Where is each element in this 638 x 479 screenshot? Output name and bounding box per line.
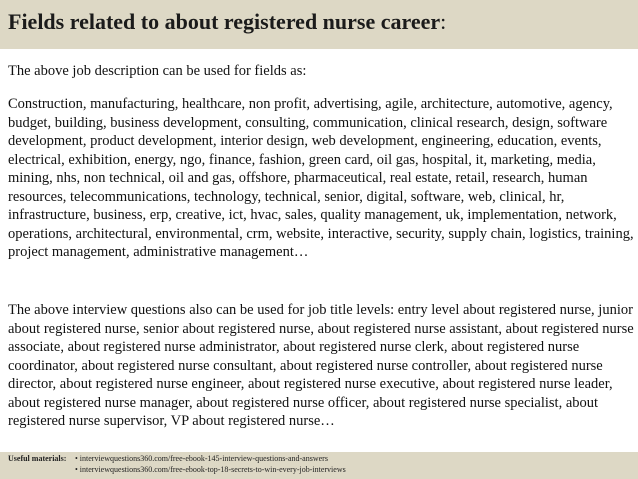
fields-paragraph: Construction, manufacturing, healthcare, non profit, advertising, agile, architecture, automotive, agency, budget, building, business development, consulting, communication, clinical research, design, software development, product development, interior design, web development, engineering, education, events, electrical, exhibition, energy, ngo, finance, fashion, green card, oil gas, hospital, it, marketing, media, mining, nhs, non technical, oil and gas, offshore, pharmaceutical, real estate, retail, research, human resources, telecommunications, technology, technical, senior, digital, software, web, clinical, hr, infrastructure, business, erp, creative, ict, hvac, sales, quality management, uk, implementation, network, operations, architectural, environmental, crm, website, interactive, security, supply chain, logistics, training, project management, administrative management… [8, 96, 634, 260]
footer-link-ebook-145[interactable]: • interviewquestions360.com/free-ebook-145-interview-questions-and-answers [75, 454, 328, 463]
footer-label: Useful materials: [8, 454, 67, 463]
page-title-text: Fields related to about registered nurse career [8, 9, 441, 34]
title-bar [0, 0, 638, 49]
page-title [8, 9, 446, 35]
page-title-colon: : [440, 9, 447, 34]
intro-text: The above job description can be used for fields as: [8, 63, 307, 79]
job-levels-paragraph: The above interview questions also can be used for job title levels: entry level about registered nurse, junior about registered nurse, senior about registered nurse, about registered nurse assistant, about registered nurse associate, about registered nurse administrator, about registered nurse clerk, about registered nurse coordinator, about registered nurse consultant, about registered nurse controller, about registered nurse director, about registered nurse engineer, about registered nurse executive, about registered nurse leader, about registered nurse manager, about registered nurse officer, about registered nurse specialist, about registered nurse supervisor, VP about registered nurse… [8, 302, 634, 429]
footer-bar [0, 452, 638, 479]
footer-link-ebook-top-18[interactable]: • interviewquestions360.com/free-ebook-top-18-secrets-to-win-every-job-interviews [75, 465, 346, 474]
